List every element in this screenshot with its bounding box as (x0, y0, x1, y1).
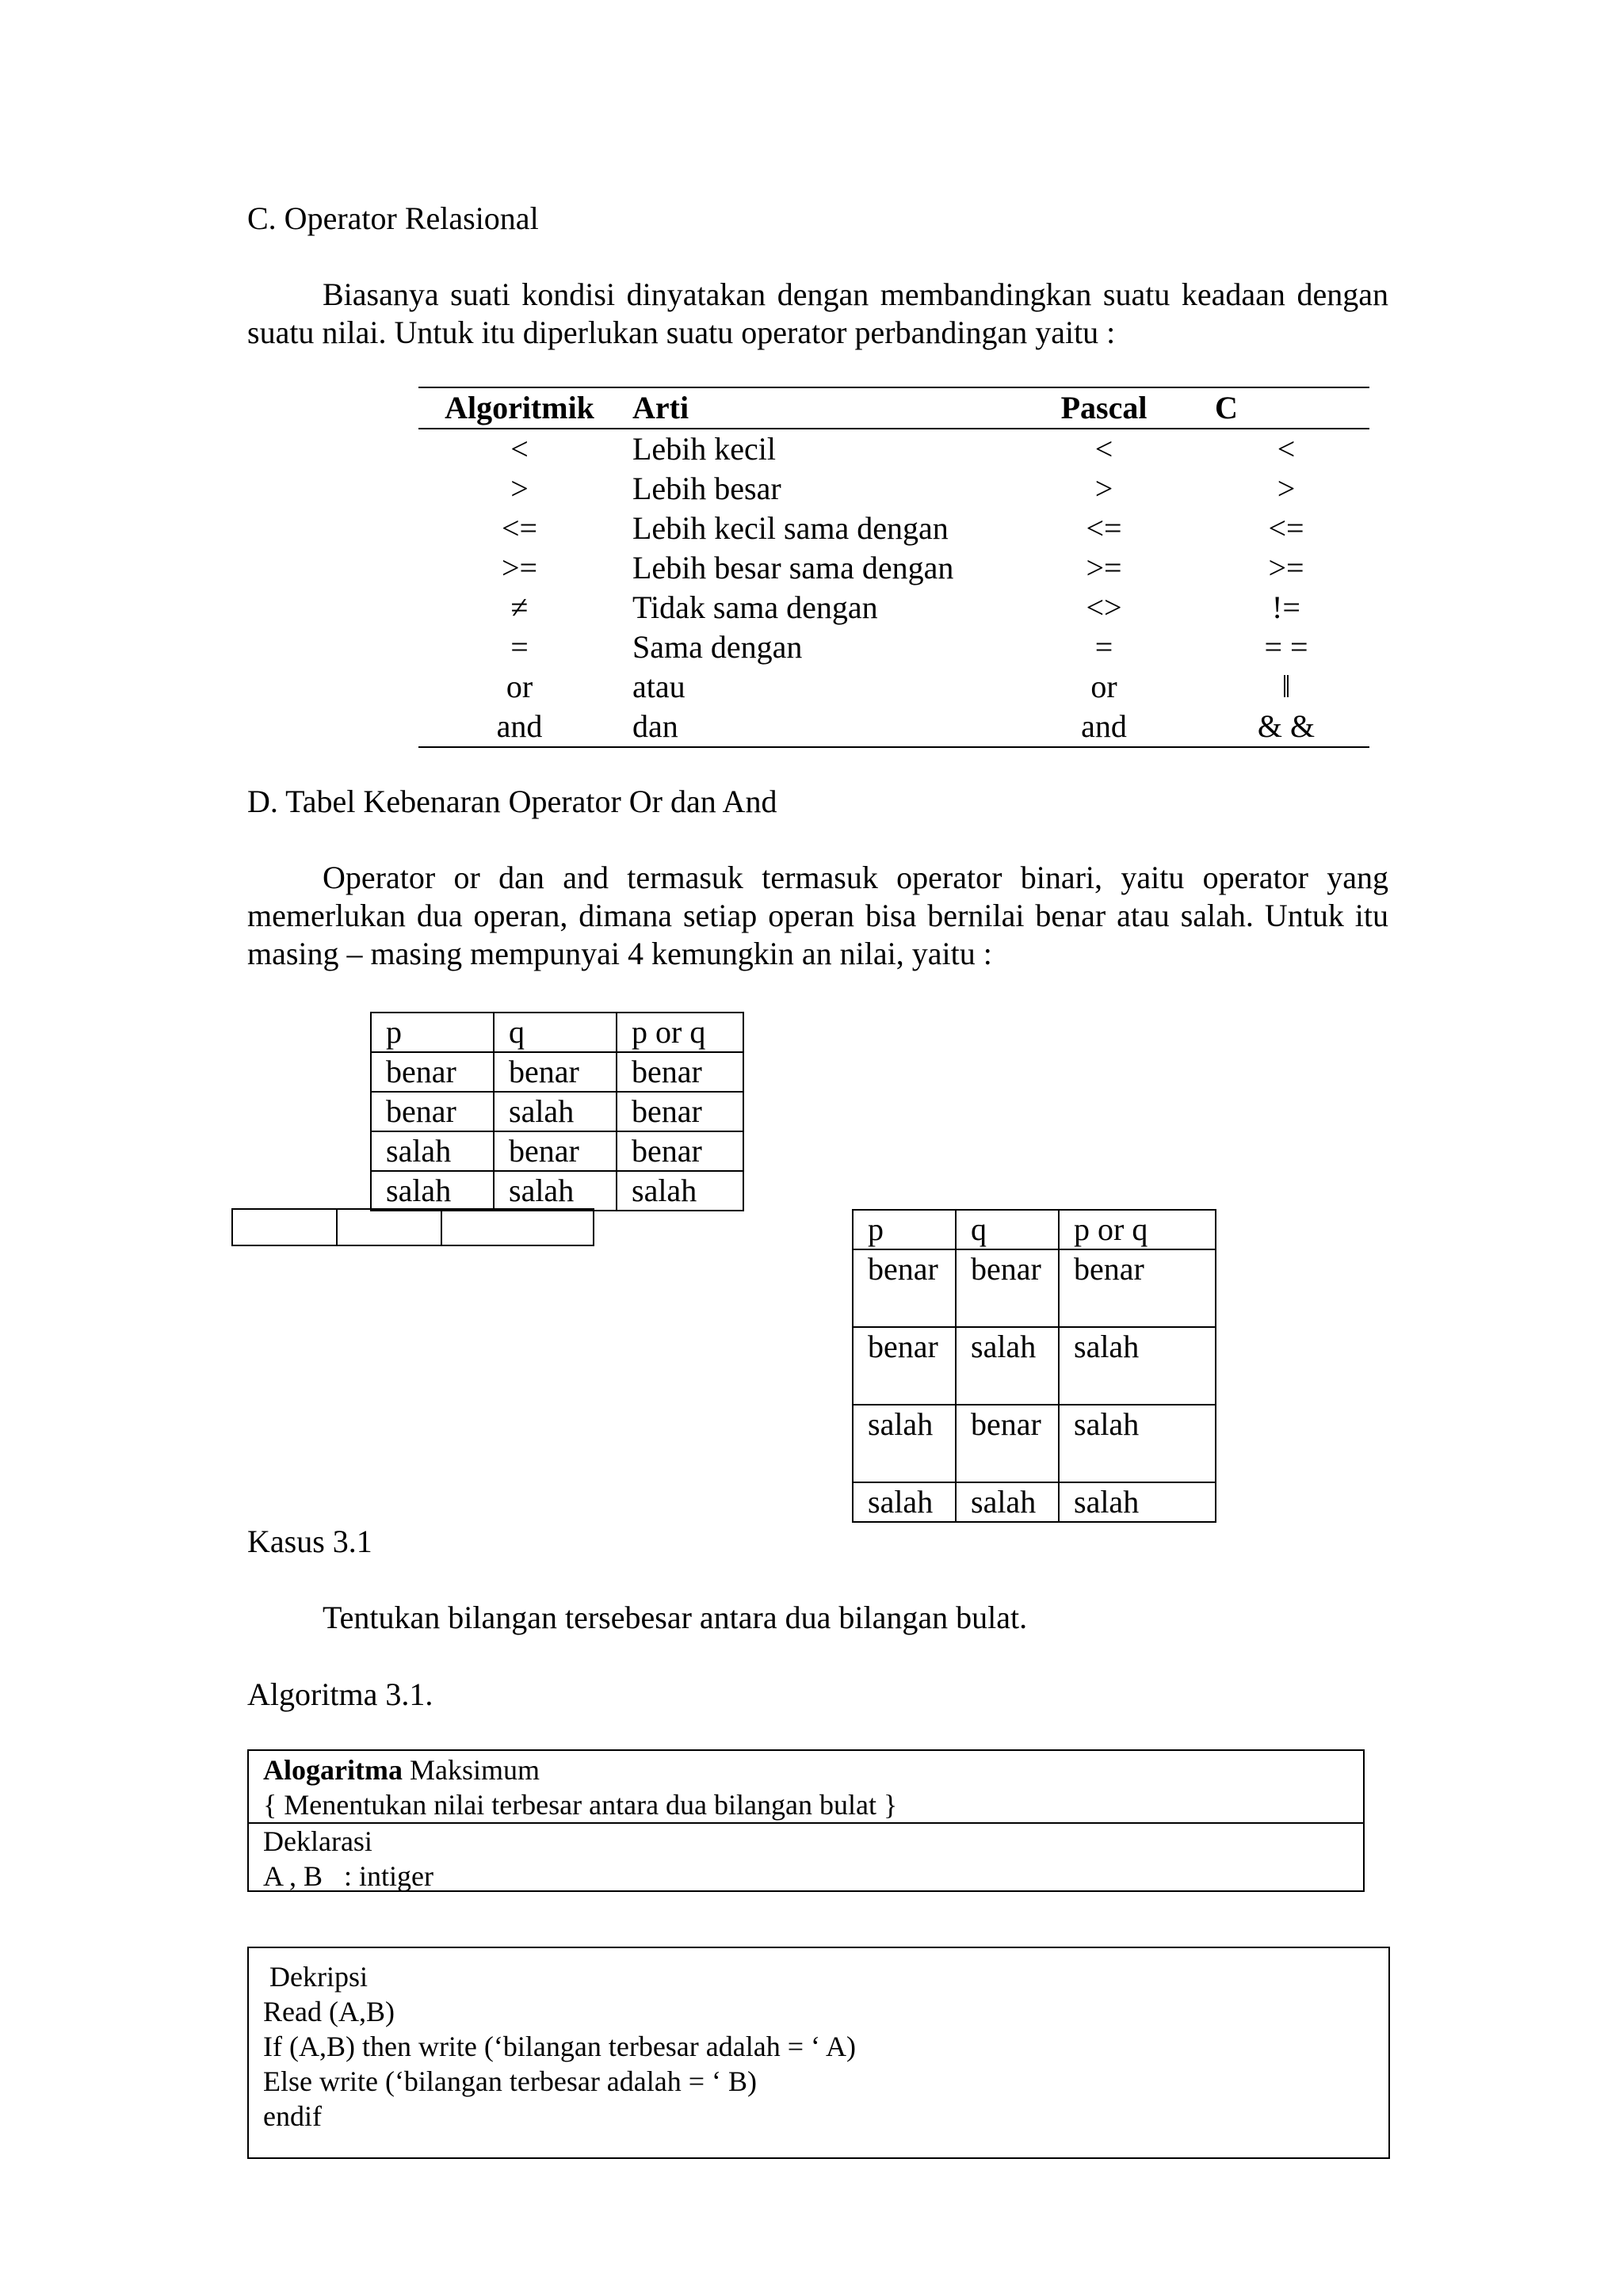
code-line: Else write (‘bilangan terbesar adalah = ‘ B) (263, 2065, 758, 2097)
table-row (371, 1131, 743, 1171)
declaration-line: A , B : intiger (263, 1860, 433, 1892)
code-line: If (A,B) then write (‘bilangan terbesar adalah = ‘ A) (263, 2031, 857, 2062)
table-row (418, 548, 1369, 588)
cell: Lebih kecil (632, 431, 777, 467)
table-header-row (371, 1013, 743, 1052)
cell: benar (371, 1052, 494, 1092)
cell: or (1090, 669, 1117, 704)
truth-table-1 (370, 1012, 744, 1211)
table-row (418, 667, 1369, 707)
algoritma-title: Algoritma 3.1. (247, 1676, 433, 1712)
table-row (418, 707, 1369, 747)
cell: >= (1268, 550, 1304, 585)
algorithm-comment: { Menentukan nilai terbesar antara dua bilangan bulat } (263, 1789, 898, 1821)
table-row (853, 1482, 1216, 1522)
cell: benar (956, 1405, 1059, 1482)
cell: benar (1059, 1249, 1216, 1327)
code-line: Read (A,B) (263, 1996, 395, 2027)
code-line: endif (263, 2100, 322, 2132)
cell: benar (371, 1092, 494, 1131)
header-q: q (956, 1210, 1059, 1249)
header-pascal: Pascal (1005, 387, 1203, 429)
header-q: q (494, 1013, 617, 1052)
cell: Sama dengan (632, 629, 803, 665)
cell: <= (501, 510, 538, 546)
empty-cell (441, 1209, 594, 1245)
cell: dan (621, 707, 1005, 747)
header-algoritmik: Algoritmik (418, 387, 621, 429)
cell: > (1094, 471, 1113, 506)
cell: and (418, 707, 621, 747)
cell: salah (617, 1171, 743, 1211)
table-header-row (853, 1210, 1216, 1249)
cell: = (1094, 629, 1113, 665)
table-row (418, 588, 1369, 627)
table-row (853, 1405, 1216, 1482)
header-p: p (371, 1013, 494, 1052)
cell: salah (956, 1482, 1059, 1522)
cell: salah (1059, 1482, 1216, 1522)
cell: salah (494, 1092, 617, 1131)
cell: benar (494, 1052, 617, 1092)
cell: & & (1203, 707, 1369, 747)
table-row (418, 627, 1369, 667)
table-row (371, 1052, 743, 1092)
cell: Tidak sama dengan (632, 589, 878, 625)
table-row (371, 1092, 743, 1131)
cell: >= (501, 550, 538, 585)
table-row (853, 1249, 1216, 1327)
cell: benar (494, 1131, 617, 1171)
cell: salah (1059, 1327, 1216, 1405)
cell: atau (632, 669, 685, 704)
empty-cell (232, 1209, 337, 1245)
algorithm-keyword: Alogaritma (263, 1754, 403, 1786)
table-row (418, 509, 1369, 548)
table-header-row (418, 387, 1369, 429)
cell: < (1277, 431, 1296, 467)
section-c-heading: C. Operator Relasional (247, 200, 539, 236)
algorithm-description-box (247, 1947, 1390, 2159)
section-c-paragraph: Biasanya suati kondisi dinyatakan dengan membandingkan suatu keadaan dengan suatu nilai. Untuk itu diperlukan suatu operator perbandingan yaitu : (247, 277, 1388, 350)
table-row (418, 429, 1369, 469)
empty-table-row (231, 1208, 594, 1246)
algorithm-name: Maksimum (402, 1754, 540, 1786)
cell: > (510, 471, 529, 506)
truth-table-2 (852, 1209, 1216, 1523)
cell: benar (853, 1327, 956, 1405)
table-row (418, 469, 1369, 509)
cell: benar (617, 1131, 743, 1171)
cell: ‖ (1281, 669, 1291, 704)
header-p: p (853, 1210, 956, 1249)
cell: benar (853, 1249, 956, 1327)
cell: salah (853, 1482, 956, 1522)
cell: salah (371, 1171, 494, 1211)
cell: Lebih kecil sama dengan (632, 510, 949, 546)
cell: <= (1268, 510, 1304, 546)
header-arti: Arti (621, 387, 1005, 429)
declaration-label: Deklarasi (263, 1825, 372, 1857)
cell: <> (1086, 589, 1122, 625)
cell: salah (1059, 1405, 1216, 1482)
cell: < (510, 431, 529, 467)
table-row (371, 1171, 743, 1211)
cell: = = (1264, 629, 1308, 665)
cell: ≠ (510, 589, 529, 625)
cell: <= (1086, 510, 1122, 546)
header-p-or-q: p or q (1059, 1210, 1216, 1249)
cell: != (1272, 589, 1300, 625)
cell: or (506, 669, 533, 704)
section-d-paragraph: Operator or dan and termasuk termasuk operator binari, yaitu operator yang memerlukan dua operan, dimana setiap operan bisa bernilai benar atau salah. Untuk itu masing – masing mempunyai 4 kemungkin an nilai, yaitu : (247, 860, 1388, 971)
cell: Lebih besar (632, 471, 781, 506)
cell: salah (853, 1405, 956, 1482)
cell: < (1094, 431, 1113, 467)
cell: salah (371, 1131, 494, 1171)
cell: Lebih besar sama dengan (632, 550, 954, 585)
cell: benar (617, 1092, 743, 1131)
algorithm-header-box (247, 1749, 1365, 1892)
cell: = (510, 629, 529, 665)
kasus-title: Kasus 3.1 (247, 1524, 372, 1559)
cell: salah (956, 1327, 1059, 1405)
cell: benar (617, 1052, 743, 1092)
table-row (853, 1327, 1216, 1405)
cell: salah (494, 1171, 617, 1211)
cell: > (1277, 471, 1296, 506)
kasus-text: Tentukan bilangan tersebesar antara dua bilangan bulat. (323, 1600, 1028, 1635)
description-label: Dekripsi (269, 1961, 368, 1993)
cell: >= (1086, 550, 1122, 585)
header-c: C (1203, 387, 1369, 429)
empty-cell (337, 1209, 441, 1245)
section-d-heading: D. Tabel Kebenaran Operator Or dan And (247, 784, 777, 819)
relational-operator-table (418, 387, 1369, 748)
algorithm-name-line (249, 1751, 1363, 1787)
cell: and (1005, 707, 1203, 747)
cell: benar (956, 1249, 1059, 1327)
header-p-or-q: p or q (617, 1013, 743, 1052)
